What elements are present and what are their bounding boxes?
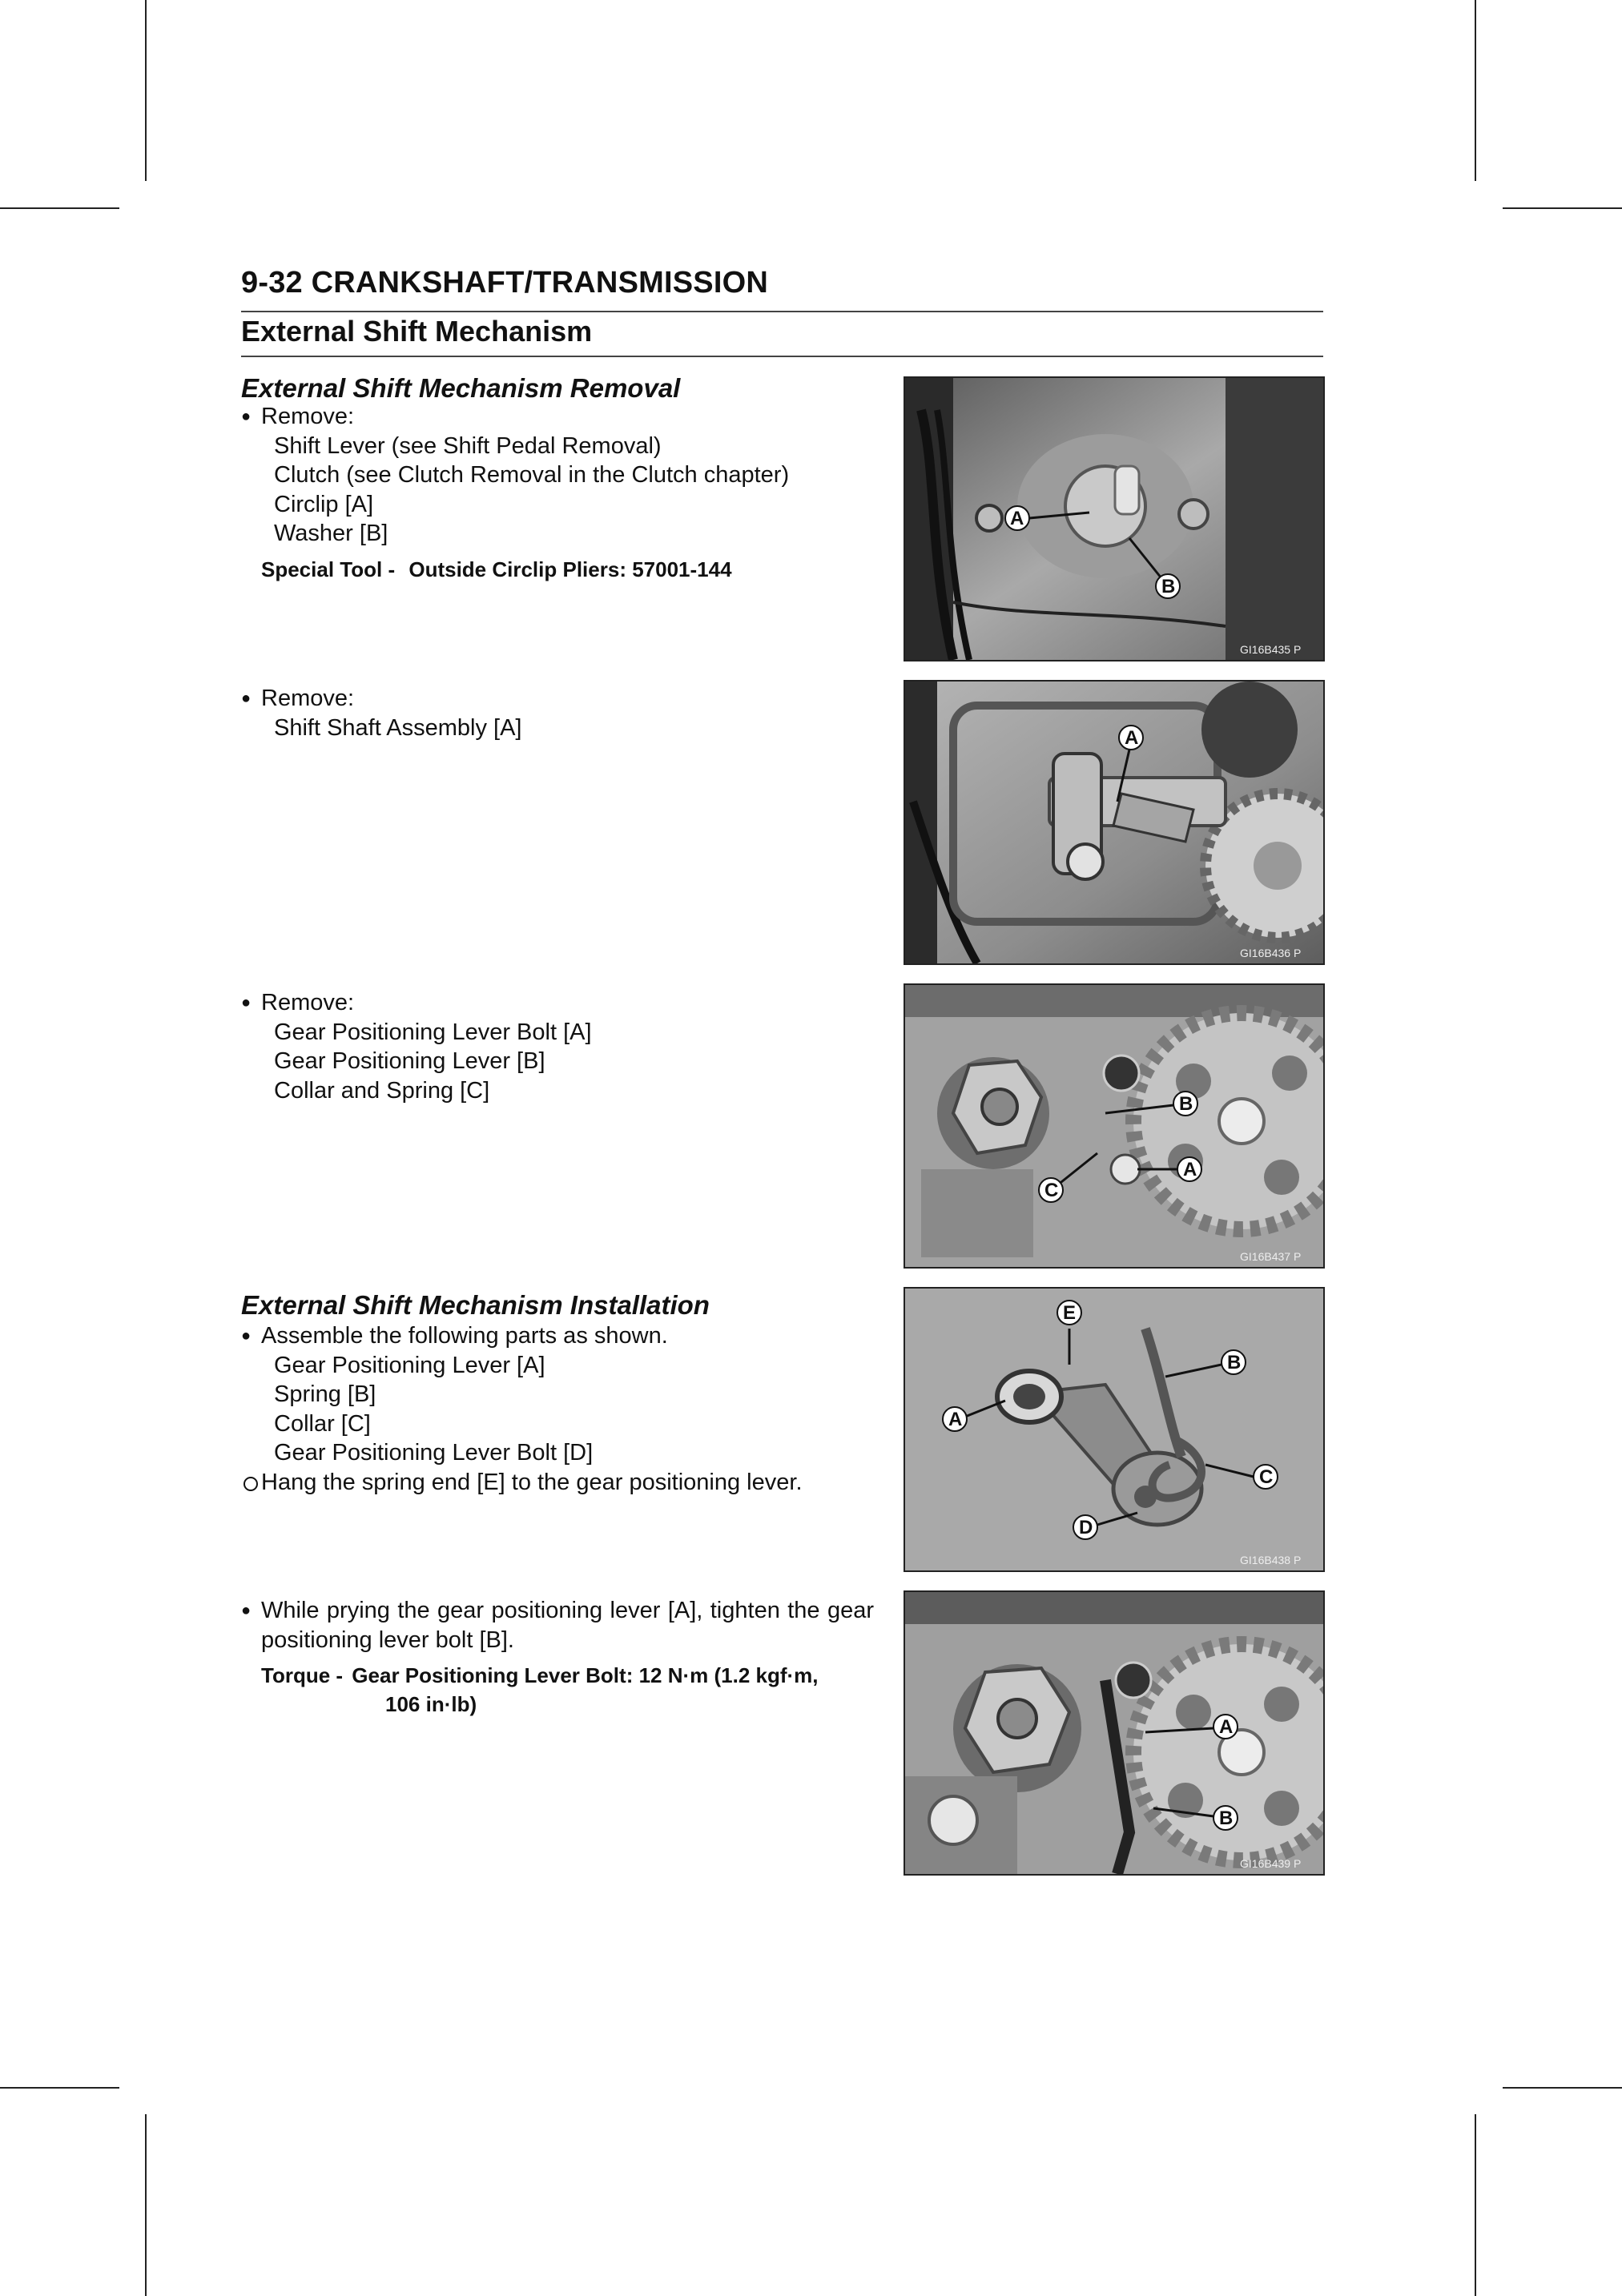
list-item: Washer [B] bbox=[274, 521, 388, 546]
engine-photo-illustration bbox=[905, 985, 1323, 1267]
svg-text:B: B bbox=[1227, 1352, 1242, 1373]
crop-mark bbox=[1503, 207, 1622, 209]
bullet-text: ● Remove: bbox=[241, 402, 874, 432]
svg-text:A: A bbox=[948, 1409, 963, 1430]
crop-mark bbox=[1475, 2114, 1476, 2296]
photo-shift-shaft bbox=[904, 680, 1325, 965]
list-item: Gear Positioning Lever Bolt [A] bbox=[274, 1019, 592, 1045]
engine-photo-illustration bbox=[905, 1592, 1323, 1874]
list-item: Gear Positioning Lever [B] bbox=[274, 1048, 545, 1074]
torque-value-cont: 106 in·lb) bbox=[385, 1692, 477, 1716]
removal-heading: External Shift Mechanism Removal bbox=[241, 373, 681, 403]
sub-step-text: Hang the spring end [E] to the gear positioning lever. bbox=[241, 1468, 874, 1498]
svg-text:A: A bbox=[1125, 727, 1139, 749]
list-item: Gear Positioning Lever [A] bbox=[274, 1352, 545, 1378]
svg-text:C: C bbox=[1259, 1466, 1274, 1488]
svg-text:A: A bbox=[1219, 1716, 1234, 1738]
installation-step-2 bbox=[241, 1596, 874, 1655]
bullet-text: ● While prying the gear positioning lever [A], tighten the gear positioning lever bolt [B]. bbox=[241, 1596, 874, 1655]
svg-text:A: A bbox=[1183, 1159, 1197, 1180]
list-item: Collar and Spring [C] bbox=[274, 1077, 490, 1104]
list-item: Spring [B] bbox=[274, 1381, 376, 1407]
photo-circlip-washer bbox=[904, 376, 1325, 661]
removal-step-1 bbox=[241, 402, 874, 549]
bullet-text: ● Remove: bbox=[241, 988, 874, 1018]
torque-label: Torque - bbox=[261, 1663, 344, 1687]
header-rule bbox=[241, 311, 1323, 312]
list-item: Collar [C] bbox=[274, 1410, 371, 1437]
svg-text:C: C bbox=[1044, 1180, 1059, 1201]
engine-photo-illustration bbox=[905, 682, 1323, 963]
parts-photo-illustration bbox=[905, 1289, 1323, 1570]
photo-assembled-parts bbox=[904, 1287, 1325, 1572]
svg-text:B: B bbox=[1179, 1093, 1193, 1115]
installation-heading: External Shift Mechanism Installation bbox=[241, 1290, 710, 1320]
special-tool-label: Special Tool - bbox=[261, 557, 396, 581]
photo-code: GI16B435 P bbox=[1240, 643, 1302, 656]
torque-value: Gear Positioning Lever Bolt: 12 N·m (1.2 kgf·m, bbox=[352, 1663, 819, 1687]
svg-text:B: B bbox=[1161, 576, 1176, 597]
svg-text:B: B bbox=[1219, 1807, 1234, 1829]
removal-step-3 bbox=[241, 988, 874, 1105]
crop-mark bbox=[145, 2114, 147, 2296]
bullet-text: ● Assemble the following parts as shown. bbox=[241, 1321, 874, 1351]
svg-text:E: E bbox=[1063, 1302, 1077, 1324]
list-item: Shift Lever (see Shift Pedal Removal) bbox=[274, 432, 662, 459]
engine-photo-illustration bbox=[905, 378, 1323, 660]
bullet-text: ● Remove: bbox=[241, 684, 874, 714]
special-tool-note bbox=[261, 555, 732, 584]
photo-code: GI16B438 P bbox=[1240, 1554, 1302, 1566]
list-item: Circlip [A] bbox=[274, 491, 374, 517]
special-tool-value: Outside Circlip Pliers: 57001-144 bbox=[409, 557, 732, 581]
removal-step-2 bbox=[241, 684, 874, 742]
photo-tighten-bolt bbox=[904, 1590, 1325, 1876]
photo-code: GI16B439 P bbox=[1240, 1857, 1302, 1870]
photo-code: GI16B436 P bbox=[1240, 947, 1302, 959]
list-item: Clutch (see Clutch Removal in the Clutch chapter) bbox=[274, 462, 790, 488]
section-rule bbox=[241, 356, 1323, 357]
installation-step-1 bbox=[241, 1321, 874, 1497]
page-title: 9-32 CRANKSHAFT/TRANSMISSION bbox=[241, 266, 768, 300]
crop-mark bbox=[0, 2087, 119, 2089]
photo-code: GI16B437 P bbox=[1240, 1250, 1302, 1263]
list-item: Shift Shaft Assembly [A] bbox=[274, 714, 522, 741]
torque-note bbox=[261, 1661, 878, 1719]
crop-mark bbox=[1475, 0, 1476, 181]
photo-gear-positioning-lever bbox=[904, 983, 1325, 1269]
crop-mark bbox=[1503, 2087, 1622, 2089]
crop-mark bbox=[145, 0, 147, 181]
svg-text:A: A bbox=[1010, 508, 1024, 529]
crop-mark bbox=[0, 207, 119, 209]
list-item: Gear Positioning Lever Bolt [D] bbox=[274, 1440, 594, 1466]
section-title: External Shift Mechanism bbox=[241, 315, 593, 348]
svg-text:D: D bbox=[1079, 1517, 1093, 1538]
